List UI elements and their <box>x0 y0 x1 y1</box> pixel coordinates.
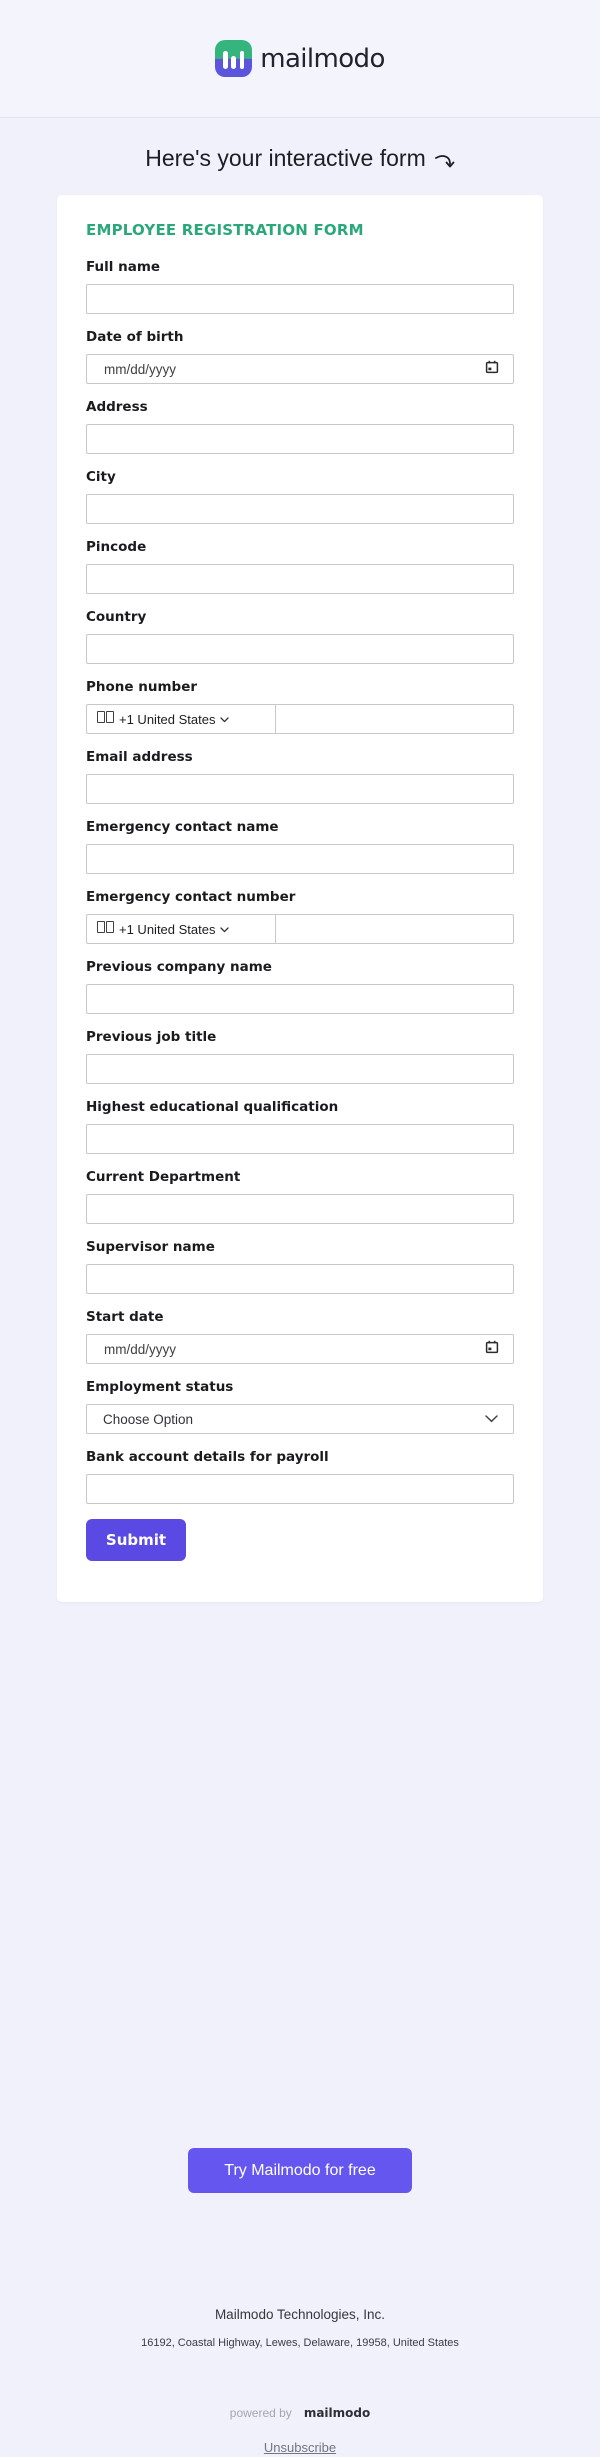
field-label-pincode: Pincode <box>86 539 147 555</box>
field-bank-account-details-for-payroll <box>86 1449 514 1504</box>
city-input[interactable] <box>86 494 514 524</box>
field-current-department <box>86 1169 514 1224</box>
field-label-emergency-contact-name: Emergency contact name <box>86 819 279 835</box>
field-label-current-department: Current Department <box>86 1169 241 1185</box>
phone-number-country-code: +1 United States <box>119 711 216 727</box>
field-label-bank-account-details-for-payroll: Bank account details for payroll <box>86 1449 329 1465</box>
field-emergency-contact-name <box>86 819 514 874</box>
unsubscribe-link[interactable]: Unsubscribe <box>263 2440 337 2455</box>
hero-title-text: Here's your interactive form <box>145 145 426 171</box>
country-input[interactable] <box>86 634 514 664</box>
previous-job-title-input[interactable] <box>86 1054 514 1084</box>
emergency-contact-number-phone-input <box>86 914 514 944</box>
powered-by-brand[interactable]: mailmodo <box>303 2406 371 2420</box>
field-label-emergency-contact-number: Emergency contact number <box>86 889 296 905</box>
field-label-country: Country <box>86 609 147 625</box>
chevron-down-icon <box>220 710 229 728</box>
phone-number-number-field[interactable] <box>276 705 513 733</box>
field-label-email-address: Email address <box>86 749 193 765</box>
start-date-date-placeholder: mm/dd/yyyy <box>104 1341 177 1357</box>
powered-by-label: powered by <box>229 2406 292 2420</box>
bank-account-details-for-payroll-input[interactable] <box>86 1474 514 1504</box>
field-supervisor-name <box>86 1239 514 1294</box>
mailmodo-wordmark: mailmodo <box>260 43 385 74</box>
calendar-icon[interactable] <box>485 1340 499 1359</box>
field-previous-job-title <box>86 1029 514 1084</box>
email-address-input[interactable] <box>86 774 514 804</box>
field-full-name <box>86 259 514 314</box>
chevron-down-icon <box>485 1410 498 1428</box>
field-label-full-name: Full name <box>86 259 161 275</box>
field-phone-number <box>86 679 514 734</box>
powered-by-row <box>0 2406 600 2420</box>
field-address <box>86 399 514 454</box>
field-country <box>86 609 514 664</box>
field-label-start-date: Start date <box>86 1309 164 1325</box>
footer-company-address: 16192, Coastal Highway, Lewes, Delaware, 19958, United States <box>141 2337 459 2349</box>
field-pincode <box>86 539 514 594</box>
field-label-previous-job-title: Previous job title <box>86 1029 217 1045</box>
submit-button[interactable]: Submit <box>86 1519 186 1561</box>
field-employment-status <box>86 1379 514 1434</box>
field-highest-educational-qualification <box>86 1099 514 1154</box>
phone-number-phone-input <box>86 704 514 734</box>
emergency-contact-name-input[interactable] <box>86 844 514 874</box>
employment-status-select[interactable] <box>86 1404 514 1434</box>
field-start-date <box>86 1309 514 1364</box>
field-email-address <box>86 749 514 804</box>
date-of-birth-date-input[interactable] <box>86 354 514 384</box>
field-label-address: Address <box>86 399 148 415</box>
mailmodo-logo <box>215 40 385 77</box>
us-flag-icon <box>97 920 114 938</box>
field-emergency-contact-number <box>86 889 514 944</box>
field-date-of-birth <box>86 329 514 384</box>
field-label-highest-educational-qualification: Highest educational qualification <box>86 1099 339 1115</box>
emergency-contact-number-number-field[interactable] <box>276 915 513 943</box>
phone-number-country-selector[interactable] <box>87 705 276 733</box>
highest-educational-qualification-input[interactable] <box>86 1124 514 1154</box>
calendar-icon[interactable] <box>485 360 499 379</box>
emergency-contact-number-country-code: +1 United States <box>119 921 216 937</box>
field-city <box>86 469 514 524</box>
field-label-supervisor-name: Supervisor name <box>86 1239 215 1255</box>
try-mailmodo-button[interactable]: Try Mailmodo for free <box>188 2148 412 2193</box>
date-of-birth-date-placeholder: mm/dd/yyyy <box>104 361 177 377</box>
email-footer <box>0 2307 600 2457</box>
full-name-input[interactable] <box>86 284 514 314</box>
field-label-phone-number: Phone number <box>86 679 198 695</box>
address-input[interactable] <box>86 424 514 454</box>
field-label-date-of-birth: Date of birth <box>86 329 184 345</box>
footer-company-name: Mailmodo Technologies, Inc. <box>214 2307 386 2322</box>
hero-section <box>0 118 600 175</box>
field-label-city: City <box>86 469 116 485</box>
form-fields <box>86 259 514 1504</box>
us-flag-icon <box>97 710 114 728</box>
emergency-contact-number-country-selector[interactable] <box>87 915 276 943</box>
email-header <box>0 0 600 118</box>
field-label-previous-company-name: Previous company name <box>86 959 272 975</box>
employee-registration-form-card <box>57 195 543 1602</box>
field-label-employment-status: Employment status <box>86 1379 234 1395</box>
start-date-date-input[interactable] <box>86 1334 514 1364</box>
pincode-input[interactable] <box>86 564 514 594</box>
hero-title <box>145 142 454 175</box>
curved-down-arrow-icon <box>435 147 455 171</box>
form-title: EMPLOYEE REGISTRATION FORM <box>86 221 364 239</box>
previous-company-name-input[interactable] <box>86 984 514 1014</box>
current-department-input[interactable] <box>86 1194 514 1224</box>
chevron-down-icon <box>220 920 229 938</box>
field-previous-company-name <box>86 959 514 1014</box>
supervisor-name-input[interactable] <box>86 1264 514 1294</box>
employment-status-selected-value: Choose Option <box>103 1411 194 1427</box>
mailmodo-logo-icon <box>215 40 252 77</box>
